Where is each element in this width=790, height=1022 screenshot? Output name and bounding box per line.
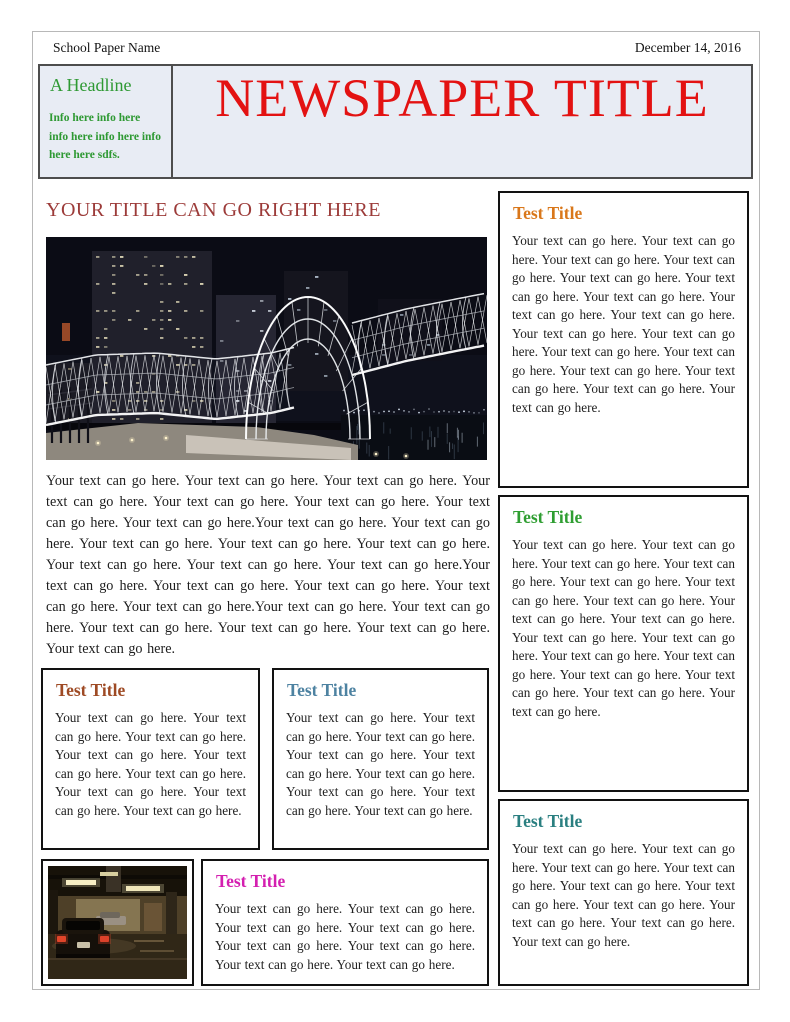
newspaper-title: NEWSPAPER TITLE <box>215 68 709 128</box>
masthead-title-cell <box>173 66 751 177</box>
article-body: Your text can go here. Your text can go here. Your text can go here. Your text can go here. Your text can go here. Your text can go here. Your text can go here. Your text can go here. Your text can go here. Your text can go here. <box>512 841 735 949</box>
masthead-sidebar <box>40 66 173 177</box>
article-title: Test Title <box>513 203 583 223</box>
license-plate <box>77 942 90 948</box>
article-right-a <box>498 191 749 488</box>
newspaper-page <box>32 31 760 990</box>
article-right-c <box>498 799 749 986</box>
article-body: Your text can go here. Your text can go here. Your text can go here. Your text can go here. Your text can go here. Your text can go here. Your text can go here. Your text can go here. Your text can go here. <box>286 710 475 818</box>
article-body: Your text can go here. Your text can go here. Your text can go here. Your text can go here. Your text can go here. Your text can go here. Your text can go here. Your text can go here. Your text can go here. Your text can go here. Your text can go here. Your text can go here. Your text can go here. Your text can go here. Your text can go here. Your text can go here. Your text can go here. <box>512 233 735 415</box>
article-body: Your text can go here. Your text can go here. Your text can go here. Your text can go here. Your text can go here. Your text can go here. Your text can go here. Your text can go here. Your text can go here. Your text can go here. Your text can go here. Your text can go here. Your text can go here. Your text can go here. Your text can go here. Your text can go here. Your text can go here. <box>512 537 735 719</box>
article-title: Test Title <box>513 811 583 831</box>
bridge-night-photo <box>46 237 487 460</box>
ceiling-light <box>66 880 96 885</box>
main-car-rear <box>55 918 111 958</box>
lead-article-title: YOUR TITLE CAN GO RIGHT HERE <box>46 199 381 221</box>
article-title: Test Title <box>216 871 286 891</box>
article-title: Test Title <box>513 507 583 527</box>
garage-photo-box <box>41 859 194 986</box>
issue-date: December 14, 2016 <box>634 40 741 55</box>
ceiling-light <box>100 872 118 876</box>
parking-garage-photo <box>48 866 187 979</box>
masthead <box>38 64 753 179</box>
article-left-b <box>272 668 489 850</box>
article-title: Test Title <box>56 680 126 700</box>
article-left-a <box>41 668 260 850</box>
ceiling-light <box>126 886 160 891</box>
article-right-b <box>498 495 749 792</box>
topbar <box>53 40 741 56</box>
water <box>341 415 487 460</box>
masthead-headline: A Headline <box>50 75 132 95</box>
garage-door <box>144 903 162 931</box>
masthead-info-text: Info here info here info here info here info here here sdfs. <box>49 112 162 162</box>
parking-line <box>134 940 164 942</box>
parking-line <box>140 950 174 952</box>
paper-name: School Paper Name <box>53 40 161 55</box>
article-bottom <box>201 859 489 986</box>
lead-article-body: Your text can go here. Your text can go here. Your text can go here. Your text can go here. Your text can go here. Your text can go here. Your text can go here. Your text can go here.Your text can go here. Your text can go here. Your text can go here. Your text can go here. Your text can go here. Your text can go here. Your text can go here. Your text can go here.Your text can go here. Your text can go here. Your text can go here. Your text can go here. Your text can go here.Your text can go here. Your text can go here. Your text can go here. Your text can go here. Your text can go here. Your text can go here. <box>46 473 490 657</box>
article-title: Test Title <box>287 680 357 700</box>
article-body: Your text can go here. Your text can go here. Your text can go here. Your text can go here. Your text can go here. Your text can go here. Your text can go here. Your text can go here. <box>215 901 475 972</box>
article-body: Your text can go here. Your text can go here. Your text can go here. Your text can go here. Your text can go here. Your text can go here. Your text can go here. Your text can go here. Your text can go here. <box>55 710 246 818</box>
